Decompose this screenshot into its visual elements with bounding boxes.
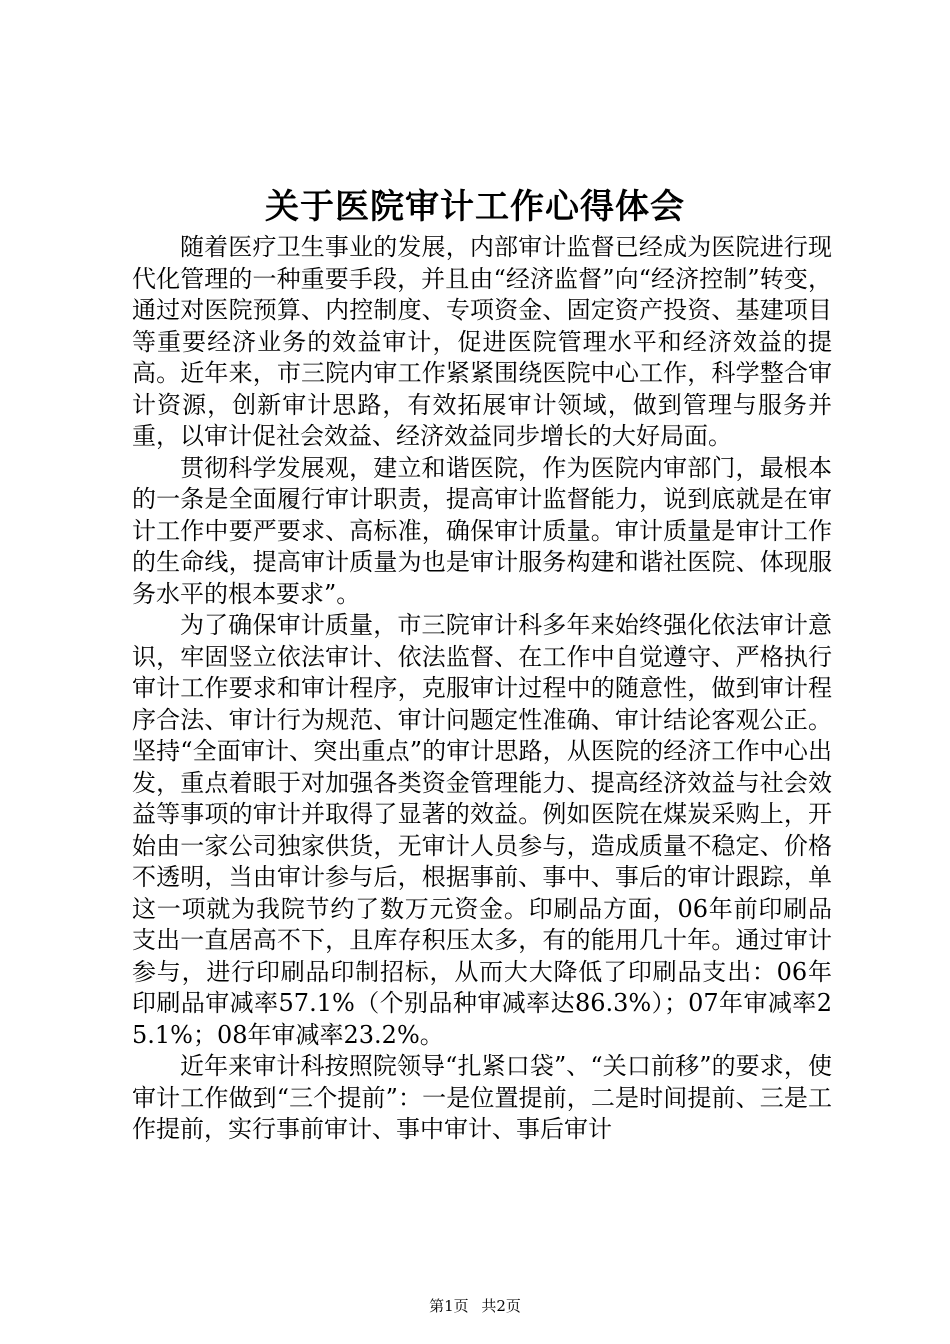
- page-count: 共2页: [481, 1297, 521, 1315]
- paragraph: 为了确保审计质量，市三院审计科多年来始终强化依法审计意识，牢固竖立依法审计、依法监督、在工作中自觉遵守、严格执行审计工作要求和审计程序，克服审计过程中的随意性，做到审计程序合法、审计行为规范、审计问题定性准确、审计结论客观公正。坚持“全面审计、突出重点”的审计思路，从医院的经济工作中心出发，重点着眼于对加强各类资金管理能力、提高经济效益与社会效益等事项的审计并取得了显著的效益。例如医院在煤炭采购上，开始由一家公司独家供货，无审计人员参与，造成质量不稳定、价格不透明，当由审计参与后，根据事前、事中、事后的审计跟踪，单这一项就为我院节约了数万元资金。印刷品方面，06年前印刷品支出一直居高不下，且库存积压太多，有的能用几十年。通过审计参与，进行印刷品印制招标，从而大大降低了印刷品支出：06年印刷品审减率57.1%（个别品种审减率达86.3%）；07年审减率25.1%；08年审减率23.2%。: [132, 611, 832, 1049]
- document-title: 关于医院审计工作心得体会: [265, 187, 685, 227]
- document-body: [132, 232, 832, 1146]
- paragraph: 随着医疗卫生事业的发展，内部审计监督已经成为医院进行现代化管理的一种重要手段，并且由“经济监督”向“经济控制”转变，通过对医院预算、内控制度、专项资金、固定资产投资、基建项目等重要经济业务的效益审计，促进医院管理水平和经济效益的提高。近年来，市三院内审工作紧紧围绕医院中心工作，科学整合审计资源，创新审计思路，有效拓展审计领域，做到管理与服务并重，以审计促社会效益、经济效益同步增长的大好局面。: [132, 233, 832, 450]
- page-footer: [0, 1296, 950, 1316]
- paragraph: 近年来审计科按照院领导“扎紧口袋”、“关口前移”的要求，使审计工作做到“三个提前”：一是位置提前，二是时间提前、三是工作提前，实行事前审计、事中审计、事后审计: [132, 1052, 832, 1143]
- paragraph: 贯彻科学发展观，建立和谐医院，作为医院内审部门，最根本的一条是全面履行审计职责，提高审计监督能力，说到底就是在审计工作中要严要求、高标准，确保审计质量。审计质量是审计工作的生命线，提高审计质量为也是审计服务构建和谐社医院、体现服务水平的根本要求”。: [132, 453, 832, 608]
- page-number: 第1页: [429, 1297, 469, 1315]
